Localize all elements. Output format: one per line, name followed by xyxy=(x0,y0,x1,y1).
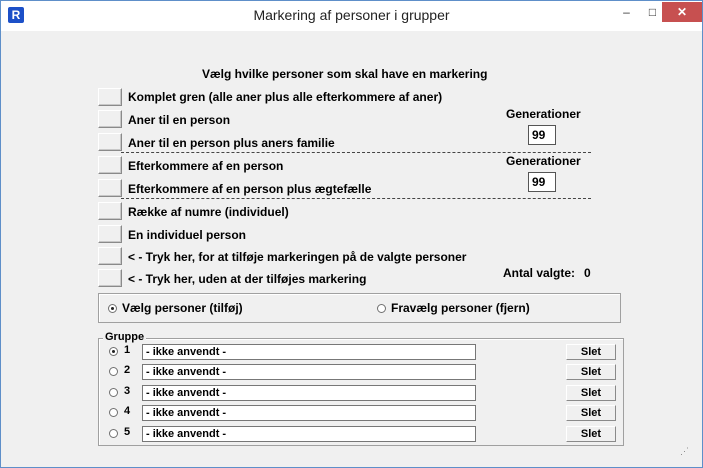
close-button[interactable]: ✕ xyxy=(662,2,702,22)
group-4-radio[interactable] xyxy=(109,408,118,417)
selected-count-value: 0 xyxy=(584,266,591,280)
ancestors-label: Aner til en person xyxy=(128,113,231,127)
apply-marking-label: < - Tryk her, for at tilføje markeringen på de valgte personer xyxy=(128,250,467,264)
group-1-radio[interactable] xyxy=(109,347,118,356)
window-title: Markering af personer i grupper xyxy=(253,7,450,23)
group-3-name-input[interactable]: - ikke anvendt - xyxy=(142,385,476,401)
maximize-button[interactable]: □ xyxy=(648,5,657,19)
descendants-spouse-label: Efterkommere af en person plus ægtefælle xyxy=(128,182,372,196)
descendants-button[interactable] xyxy=(98,156,122,174)
group-1-number: 1 xyxy=(124,344,131,356)
group-3-delete-button[interactable]: Slet xyxy=(566,385,616,401)
select-persons-label: Vælg personer (tilføj) xyxy=(122,301,243,315)
apply-marking-button[interactable] xyxy=(98,247,122,265)
number-range-button[interactable] xyxy=(98,202,122,220)
group-2-name-input[interactable]: - ikke anvendt - xyxy=(142,364,476,380)
separator-1 xyxy=(121,152,591,153)
group-title: Gruppe xyxy=(105,331,145,343)
generations-label-2: Generationer xyxy=(506,154,581,168)
complete-branch-button[interactable] xyxy=(98,88,122,106)
dialog-body xyxy=(9,31,695,461)
deselect-persons-radio[interactable] xyxy=(377,304,386,313)
ancestors-family-label: Aner til en person plus aners familie xyxy=(128,136,335,150)
group-5-number: 5 xyxy=(124,426,131,438)
single-person-label: En individuel person xyxy=(128,228,247,242)
deselect-persons-label: Fravælg personer (fjern) xyxy=(391,301,530,315)
minimize-button[interactable]: – xyxy=(623,5,630,19)
selected-count-label: Antal valgte: xyxy=(503,266,576,280)
generations-input-1[interactable]: 99 xyxy=(528,125,556,145)
no-marking-label: < - Tryk her, uden at der tilføjes markering xyxy=(128,272,367,286)
group-2-delete-button[interactable]: Slet xyxy=(566,364,616,380)
group-2-number: 2 xyxy=(124,364,131,376)
descendants-spouse-button[interactable] xyxy=(98,179,122,197)
group-1-name-input[interactable]: - ikke anvendt - xyxy=(142,344,476,360)
group-5-radio[interactable] xyxy=(109,429,118,438)
resize-grip-icon[interactable]: ⋰ xyxy=(680,446,689,456)
mode-panel xyxy=(98,293,621,323)
ancestors-family-button[interactable] xyxy=(98,133,122,151)
group-5-name-input[interactable]: - ikke anvendt - xyxy=(142,426,476,442)
title-bar[interactable] xyxy=(1,1,702,31)
group-5-delete-button[interactable]: Slet xyxy=(566,426,616,442)
generations-input-2[interactable]: 99 xyxy=(528,172,556,192)
single-person-button[interactable] xyxy=(98,225,122,243)
group-4-delete-button[interactable]: Slet xyxy=(566,405,616,421)
descendants-label: Efterkommere af en person xyxy=(128,159,284,173)
select-persons-radio[interactable] xyxy=(108,304,117,313)
generations-label-1: Generationer xyxy=(506,107,581,121)
number-range-label: Række af numre (individuel) xyxy=(128,205,289,219)
group-3-radio[interactable] xyxy=(109,388,118,397)
group-1-delete-button[interactable]: Slet xyxy=(566,344,616,360)
complete-branch-label: Komplet gren (alle aner plus alle efterkommere af aner) xyxy=(128,90,443,104)
heading: Vælg hvilke personer som skal have en markering xyxy=(202,67,488,81)
no-marking-button[interactable] xyxy=(98,269,122,287)
ancestors-button[interactable] xyxy=(98,110,122,128)
separator-2 xyxy=(121,198,591,199)
group-4-name-input[interactable]: - ikke anvendt - xyxy=(142,405,476,421)
app-icon: R xyxy=(8,7,24,23)
group-3-number: 3 xyxy=(124,385,131,397)
group-2-radio[interactable] xyxy=(109,367,118,376)
group-4-number: 4 xyxy=(124,405,131,417)
